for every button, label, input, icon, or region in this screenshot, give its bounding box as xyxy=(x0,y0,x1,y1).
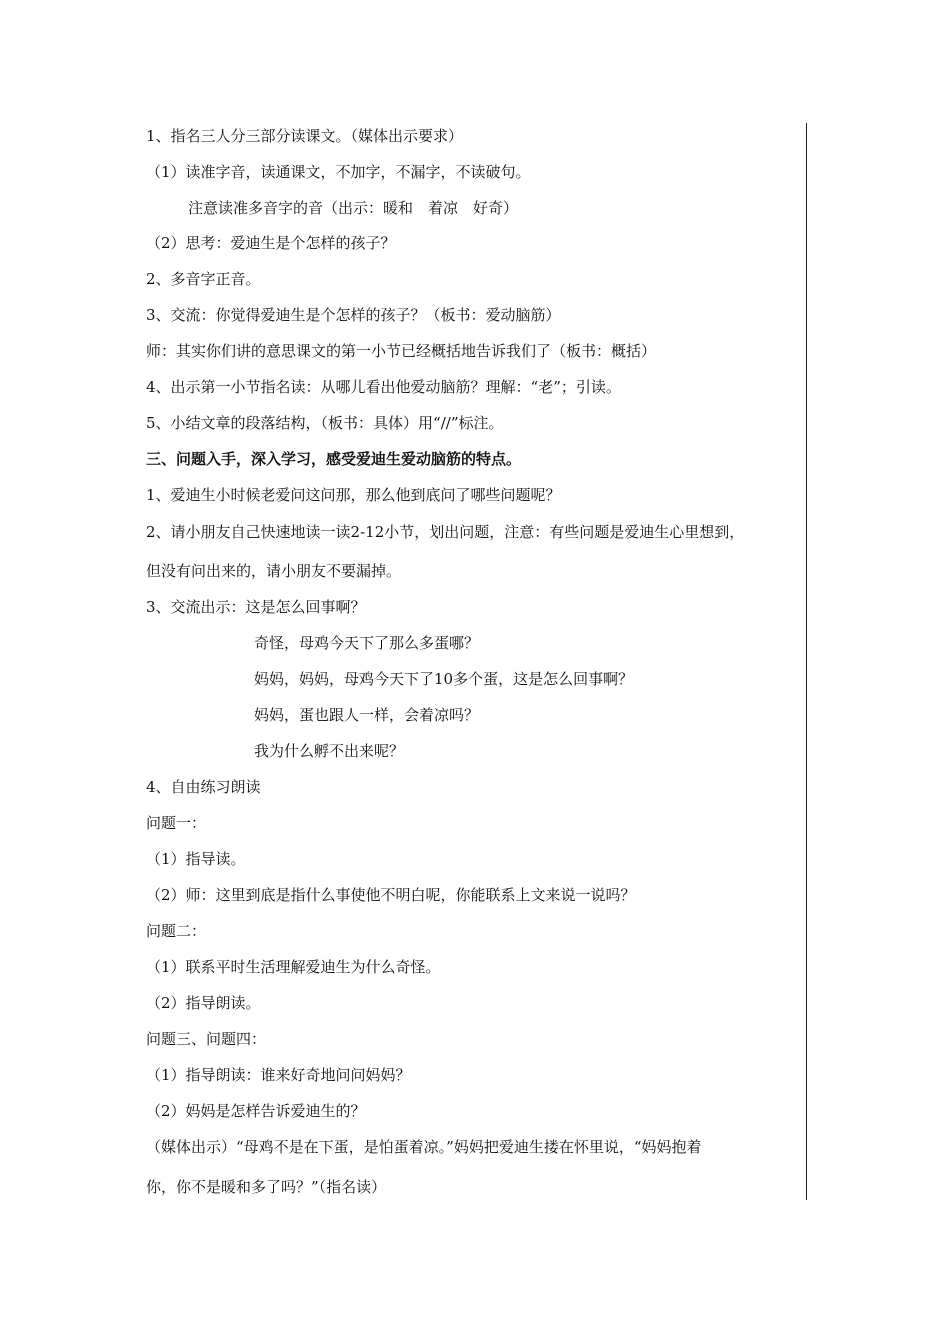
text-line: 2、多音字正音。 xyxy=(146,270,261,288)
text-line: 问题一： xyxy=(146,814,207,832)
text-line: 4、出示第一小节指名读：从哪儿看出他爱动脑筋？理解：“老”；引读。 xyxy=(146,378,621,396)
text-line: 2、请小朋友自己快速地读一读2-12小节，划出问题，注意：有些问题是爱迪生心里想到， xyxy=(146,523,745,541)
section-heading: 三、问题入手，深入学习，感受爱迪生爱动脑筋的特点。 xyxy=(146,450,522,468)
question-line: 奇怪，母鸡今天下了那么多蛋哪？ xyxy=(254,634,480,652)
text-line: 但没有问出来的，请小朋友不要漏掉。 xyxy=(146,562,402,580)
text-line: 4、自由练习朗读 xyxy=(146,778,261,796)
text-line: 你，你不是暖和多了吗？”（指名读） xyxy=(146,1178,387,1196)
text-line: 3、交流：你觉得爱迪生是个怎样的孩子？（板书：爱动脑筋） xyxy=(146,306,561,324)
text-line: 3、交流出示：这是怎么回事啊？ xyxy=(146,598,366,616)
text-line: 1、指名三人分三部分读课文。（媒体出示要求） xyxy=(146,127,464,145)
question-line: 我为什么孵不出来呢？ xyxy=(254,742,405,760)
text-line: 5、小结文章的段落结构，（板书：具体）用“//”标注。 xyxy=(146,414,504,432)
text-line: （2）师：这里到底是指什么事使他不明白呢，你能联系上文来说一说吗？ xyxy=(146,886,636,904)
text-line: （2）妈妈是怎样告诉爱迪生的？ xyxy=(146,1102,366,1120)
question-line: 妈妈，蛋也跟人一样，会着凉吗？ xyxy=(254,706,480,724)
text-line: 注意读准多音字的音（出示：暖和 着凉 好奇） xyxy=(188,199,519,217)
text-line: （1）指导读。 xyxy=(146,850,246,868)
question-line: 妈妈，妈妈，母鸡今天下了10多个蛋，这是怎么回事啊？ xyxy=(254,670,634,688)
text-line: 问题三、问题四： xyxy=(146,1030,267,1048)
text-line: （1）指导朗读：谁来好奇地问问妈妈？ xyxy=(146,1066,411,1084)
text-line: （媒体出示）“母鸡不是在下蛋，是怕蛋着凉。”妈妈把爱迪生搂在怀里说，“妈妈抱着 xyxy=(146,1138,702,1156)
table-right-border xyxy=(806,123,807,1200)
text-line: 师：其实你们讲的意思课文的第一小节已经概括地告诉我们了（板书：概括） xyxy=(146,342,657,360)
text-line: （1）读准字音，读通课文，不加字，不漏字，不读破句。 xyxy=(146,163,531,181)
text-line: （2）思考：爱迪生是个怎样的孩子？ xyxy=(146,234,396,252)
text-line: （2）指导朗读。 xyxy=(146,994,261,1012)
text-line: （1）联系平时生活理解爱迪生为什么奇怪。 xyxy=(146,958,441,976)
text-line: 1、爱迪生小时候老爱问这问那，那么他到底问了哪些问题呢？ xyxy=(146,486,561,504)
text-line: 问题二： xyxy=(146,922,207,940)
